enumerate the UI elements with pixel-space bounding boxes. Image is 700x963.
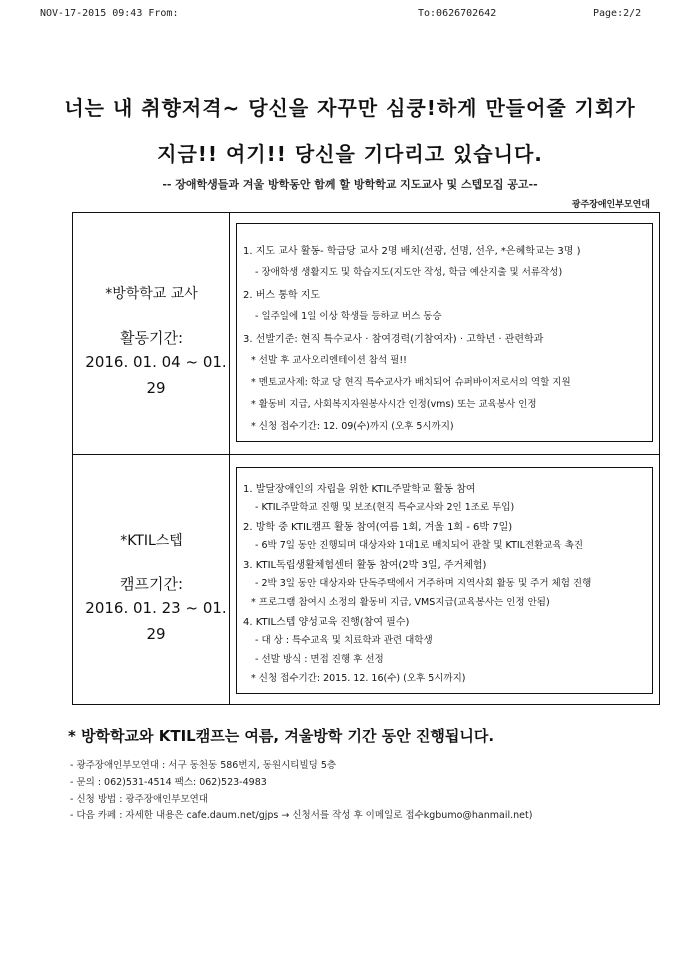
- contact-apply-method: - 신청 방법 : 광주장애인부모연대: [70, 794, 209, 805]
- headline-line-1: 너는 내 취향저격~ 당신을 자꾸만 심쿵!하게 만들어줄 기회가: [64, 96, 636, 120]
- detail-line: - 선발 방식 : 면접 진행 후 선정: [255, 654, 384, 665]
- period-range: 2016. 01. 04 ~ 01. 29: [85, 353, 227, 397]
- contact-phone-fax: - 문의 : 062)531-4514 팩스: 062)523-4983: [70, 777, 267, 788]
- period-range: 2016. 01. 23 ~ 01. 29: [85, 599, 227, 643]
- section-teacher: [73, 213, 659, 455]
- recruitment-table: [72, 212, 660, 705]
- detail-line: * 신청 접수기간: 12. 09(수)까지 (오후 5시까지): [251, 421, 454, 432]
- detail-line: - 일주일에 1일 이상 학생들 등하교 버스 동승: [255, 311, 442, 322]
- detail-line: - KTIL주말학교 진행 및 보조(현직 특수교사와 2인 1조로 투입): [255, 502, 515, 513]
- headline-line-2: 지금!! 여기!! 당신을 기다리고 있습니다.: [157, 142, 543, 166]
- section-ktil-staff: [73, 455, 659, 704]
- period-label: 활동기간:: [119, 329, 183, 347]
- fax-page-number: Page:2/2: [593, 8, 642, 19]
- role-title: *방학학교 교사: [105, 286, 198, 302]
- detail-line: * 신청 접수기간: 2015. 12. 16(수) (오후 5시까지): [251, 673, 466, 684]
- detail-line: 3. KTIL독립생활체험센터 활동 참여(2박 3일, 주거체험): [243, 560, 487, 571]
- period-label: 캠프기간:: [119, 575, 183, 593]
- fax-recipient: To:0626702642: [418, 8, 497, 19]
- detail-line: 2. 버스 통학 지도: [243, 290, 321, 301]
- season-notice: * 방학학교와 KTIL캠프는 여름, 겨울방학 기간 동안 진행됩니다.: [68, 727, 495, 745]
- contact-address: - 광주장애인부모연대 : 서구 동천동 586번지, 동원시티빌딩 5층: [70, 760, 337, 771]
- fax-header: [0, 8, 700, 24]
- detail-line: 1. 발달장애인의 자립을 위한 KTIL주말학교 활동 참여: [243, 484, 476, 495]
- detail-line: 3. 선발기준: 현직 특수교사 · 참여경력(기참여자) · 고학년 · 관련학과: [243, 334, 544, 345]
- detail-line: 4. KTIL스텝 양성교육 진행(참여 필수): [243, 617, 410, 628]
- detail-line: - 대 상 : 특수교육 및 치료학과 관련 대학생: [255, 635, 433, 646]
- detail-line: 1. 지도 교사 활동- 학급당 교사 2명 배치(선광, 선명, 선우, *은혜학교는 3명 ): [243, 246, 581, 257]
- detail-line: - 2박 3일 동안 대상자와 단독주택에서 거주하며 지역사회 활동 및 주거 체험 진행: [255, 578, 592, 589]
- fax-sender-info: NOV-17-2015 09:43 From:: [40, 8, 179, 19]
- details-box: [236, 223, 653, 442]
- section-ktil-summary: [73, 455, 230, 704]
- detail-line: * 멘토교사제: 학교 당 현직 특수교사가 배치되어 슈퍼바이저로서의 역할 지원: [251, 377, 571, 388]
- detail-line: - 장애학생 생활지도 및 학습지도(지도안 작성, 학급 예산지출 및 서류작성): [255, 267, 563, 278]
- detail-line: * 선발 후 교사오리엔테이션 참석 필!!: [251, 355, 407, 366]
- contact-cafe-email: - 다음 카페 : 자세한 내용은 cafe.daum.net/gjps → 신청서를 작성 후 이메일로 접수kgbumo@hanmail.net): [70, 810, 533, 821]
- section-ktil-details: [230, 455, 659, 704]
- detail-line: - 6박 7일 동안 진행되며 대상자와 1대1로 배치되어 관찰 및 KTIL전환교육 촉진: [255, 540, 583, 551]
- section-teacher-details: [230, 213, 659, 454]
- details-box: [236, 467, 653, 694]
- section-teacher-summary: [73, 213, 230, 454]
- detail-line: 2. 방학 중 KTIL캠프 활동 참여(여름 1회, 겨울 1회 - 6박 7일): [243, 522, 513, 533]
- organization-name: 광주장애인부모연대: [571, 200, 650, 210]
- announcement-subtitle: -- 장애학생들과 겨울 방학동안 함께 할 방학학교 지도교사 및 스텝모집 공고--: [162, 178, 538, 191]
- role-title: *KTIL스텝: [120, 533, 183, 549]
- detail-line: * 프로그램 참여시 소정의 활동비 지급, VMS지급(교육봉사는 인정 안됨): [251, 597, 550, 608]
- detail-line: * 활동비 지급, 사회복지자원봉사시간 인정(vms) 또는 교육봉사 인정: [251, 399, 537, 410]
